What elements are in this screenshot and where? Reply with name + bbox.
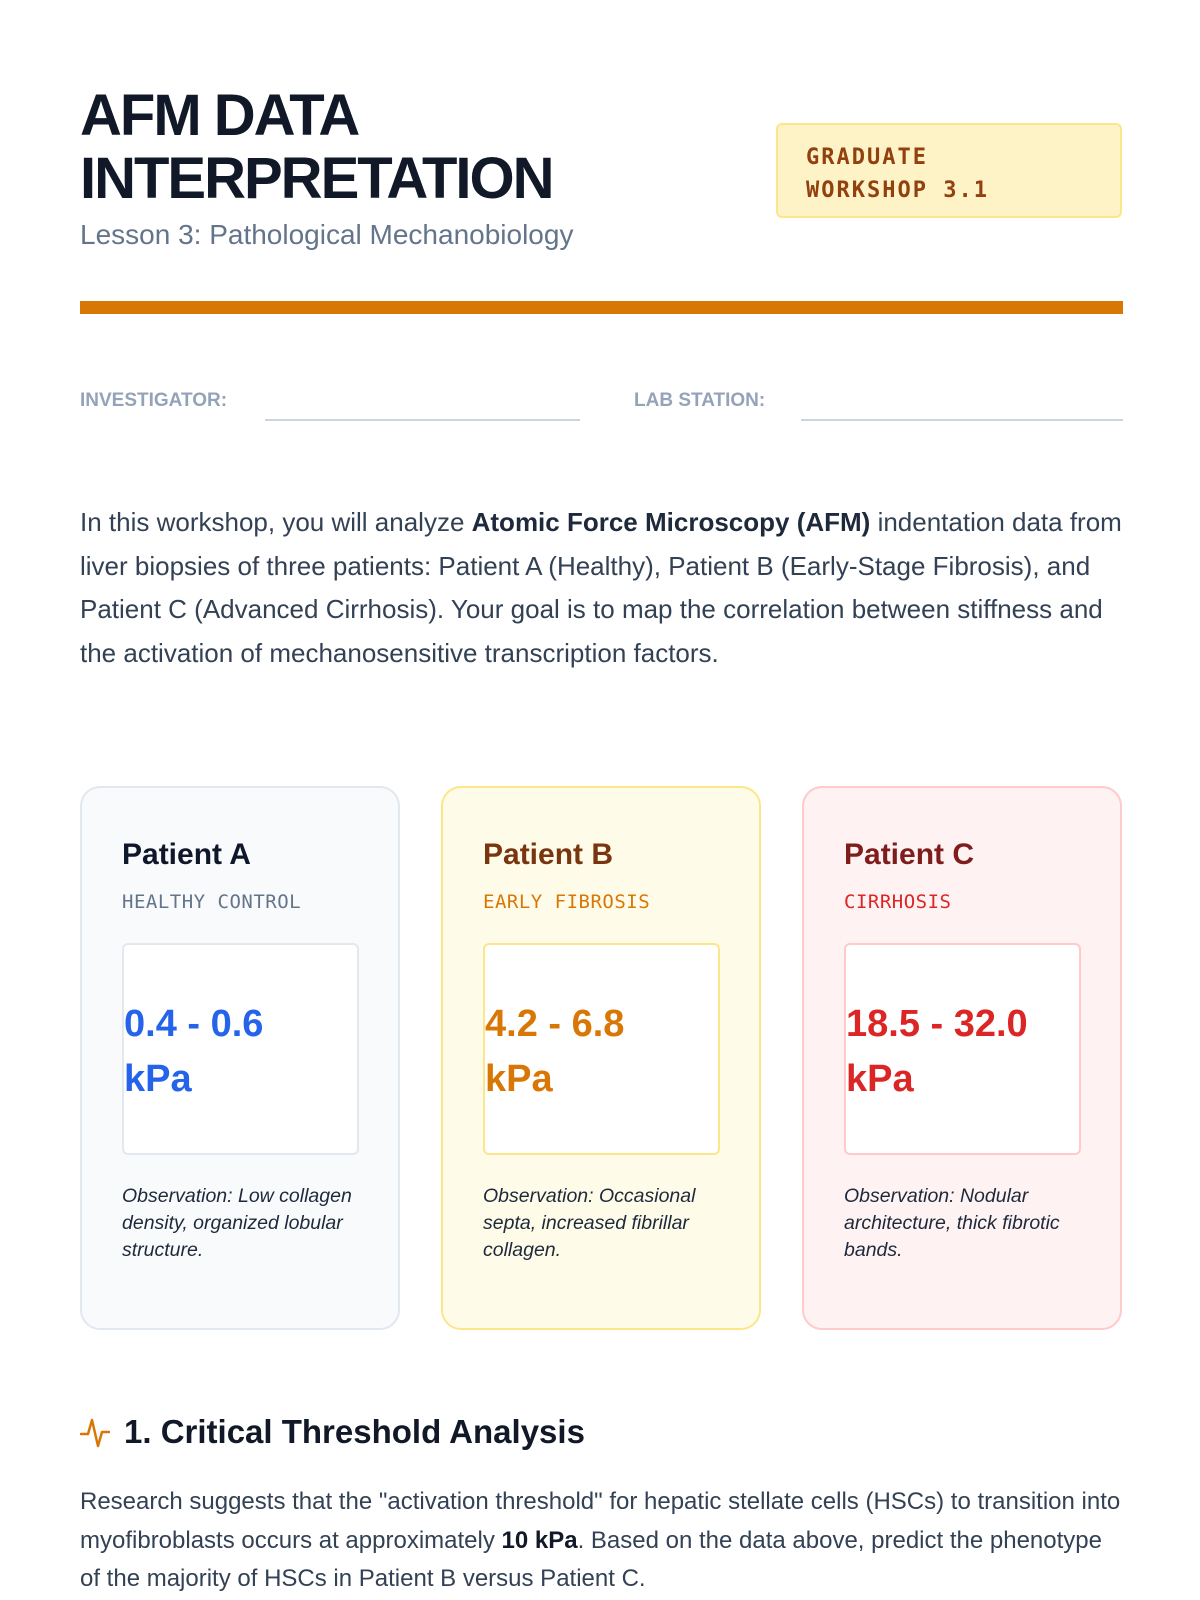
patient-observation: Observation: Occasional septa, increased fibrillar collagen. <box>483 1185 696 1261</box>
stiffness-unit: kPa <box>485 1058 553 1100</box>
lab-station-field[interactable] <box>801 419 1123 421</box>
investigator-field[interactable] <box>265 419 580 421</box>
patient-name: Patient B <box>483 838 614 871</box>
patient-status: HEALTHY CONTROL <box>122 891 302 913</box>
workshop-badge <box>776 123 1122 218</box>
activity-icon <box>80 1415 110 1449</box>
stiffness-range: 4.2 - 6.8 <box>485 1003 625 1045</box>
patient-card-b <box>441 786 761 1330</box>
patient-status: EARLY FIBROSIS <box>483 891 651 913</box>
section-text-2: . Based on the data above, predict the phenotype of the majority of HSCs in Patient B versus Patient C. <box>80 1526 1102 1592</box>
intro-text-1: In this workshop, you will analyze <box>80 507 472 537</box>
page-title <box>80 84 553 210</box>
stiffness-unit: kPa <box>846 1058 914 1100</box>
stiffness-box <box>122 943 359 1155</box>
intro-text-2: indentation data from liver biopsies of three patients: Patient A (Healthy), Patient B (Early-Stage Fibrosis), and Patient C (Advanced Cirrhosis). Your goal is to map the correlation between stiffness and the activation of mechanosensitive transcription factors. <box>80 507 1122 668</box>
section-text-1: Research suggests that the "activation threshold" for hepatic stellate cells (HSCs) to transition into myofibroblasts occurs at approximately <box>80 1488 1121 1554</box>
investigator-label: INVESTIGATOR: <box>80 390 228 411</box>
title-line-1: AFM DATA <box>80 83 359 148</box>
patient-card-c <box>802 786 1122 1330</box>
patient-status: CIRRHOSIS <box>844 891 952 913</box>
patient-observation: Observation: Nodular architecture, thick fibrotic bands. <box>844 1185 1060 1261</box>
stiffness-value <box>846 997 1081 1107</box>
title-line-2: INTERPRETATION <box>80 146 553 211</box>
section-text-bold: 10 kPa <box>501 1526 578 1554</box>
lesson-subtitle: Lesson 3: Pathological Mechanobiology <box>80 219 574 250</box>
stiffness-range: 18.5 - 32.0 <box>846 1003 1028 1045</box>
stiffness-range: 0.4 - 0.6 <box>124 1003 264 1045</box>
patient-card-a <box>80 786 400 1330</box>
patient-observation: Observation: Low collagen density, organized lobular structure. <box>122 1185 352 1261</box>
stiffness-box <box>844 943 1081 1155</box>
header-divider <box>80 301 1123 314</box>
patient-name: Patient C <box>844 838 975 871</box>
stiffness-unit: kPa <box>124 1058 192 1100</box>
badge-line-2: WORKSHOP 3.1 <box>806 178 989 203</box>
section-paragraph <box>80 1483 1125 1599</box>
section-heading <box>80 1413 585 1451</box>
badge-line-1: GRADUATE <box>806 145 928 170</box>
section-title-text: 1. Critical Threshold Analysis <box>124 1413 585 1450</box>
intro-paragraph <box>80 501 1125 675</box>
stiffness-box <box>483 943 720 1155</box>
lab-station-label: LAB STATION: <box>634 390 766 411</box>
patient-name: Patient A <box>122 838 251 871</box>
intro-bold: Atomic Force Microscopy (AFM) <box>471 507 871 537</box>
stiffness-value <box>485 997 720 1107</box>
stiffness-value <box>124 997 359 1107</box>
